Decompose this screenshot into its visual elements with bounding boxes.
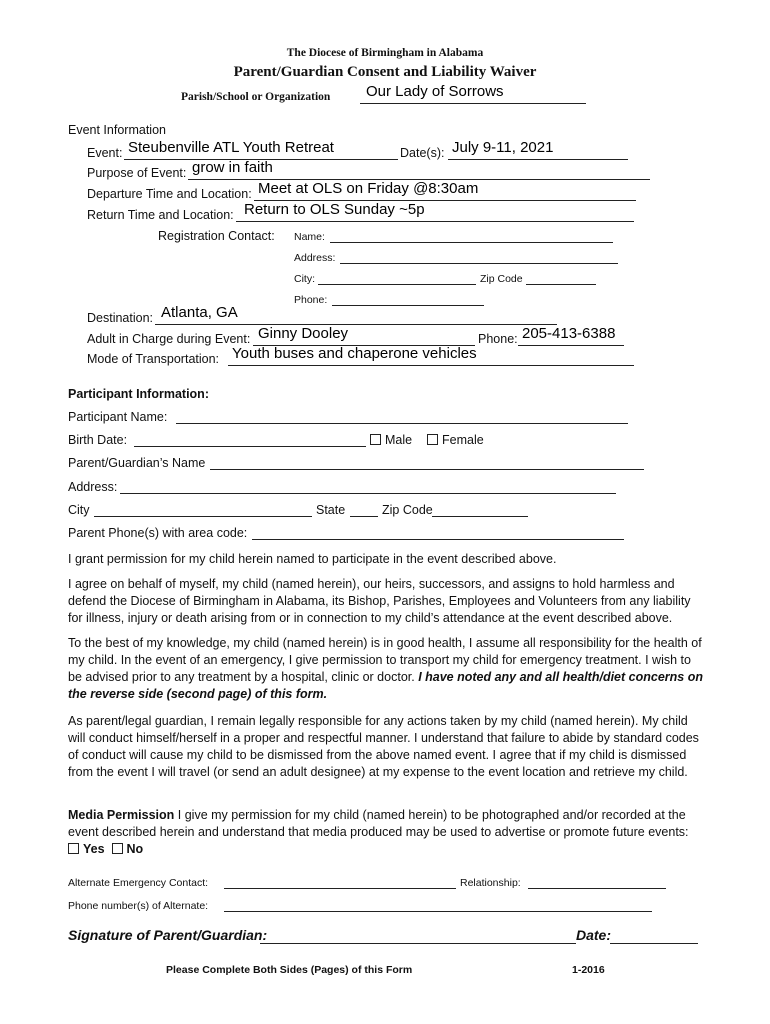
male-option[interactable] [370, 433, 412, 447]
relationship-line[interactable] [528, 888, 666, 889]
reg-contact-label: Registration Contact: [158, 229, 275, 243]
reg-address-line[interactable] [340, 263, 618, 264]
destination-line [155, 324, 557, 325]
return-line [236, 221, 634, 222]
purpose-label: Purpose of Event: [87, 166, 187, 180]
media-yes-checkbox[interactable] [68, 843, 79, 854]
reg-city-line[interactable] [318, 284, 476, 285]
dates-line [448, 159, 628, 160]
guardian-name-line[interactable] [210, 469, 644, 470]
departure-label: Departure Time and Location: [87, 187, 252, 201]
zip-label: Zip Code [382, 503, 433, 517]
alternate-phone-label: Phone number(s) of Alternate: [68, 900, 209, 912]
parish-label: Parish/School or Organization [181, 91, 331, 103]
media-no-label: No [126, 842, 144, 856]
reg-phone-label: Phone: [294, 294, 328, 306]
event-label: Event: [87, 146, 123, 160]
male-checkbox[interactable] [370, 434, 381, 445]
birth-date-line[interactable] [134, 446, 366, 447]
participant-section-title: Participant Information: [68, 387, 209, 401]
form-title: Parent/Guardian Consent and Liability Waiver [233, 64, 537, 80]
media-paragraph [68, 807, 708, 858]
alternate-phone-line[interactable] [224, 911, 652, 912]
city-line[interactable] [94, 516, 312, 517]
parish-field[interactable]: Our Lady of Sorrows [366, 83, 504, 100]
media-yes-option[interactable] [68, 842, 105, 856]
city-label: City [68, 503, 90, 517]
dates-field[interactable]: July 9-11, 2021 [452, 139, 554, 156]
adult-field[interactable]: Ginny Dooley [258, 325, 349, 342]
dates-label: Date(s): [400, 146, 445, 160]
reg-city-label: City: [294, 273, 315, 285]
conduct-paragraph: As parent/legal guardian, I remain legally responsible for any actions taken by my child (named herein). My child will conduct himself/herself in a proper and respectful manner. I understand that failure to abide by standard codes of conduct will cause my child to be dismissed from the above named event. I agree that if my child is dismissed from the event I will travel (or send an adult designee) at my expense to the event location and retrieve my child. [68, 714, 699, 779]
address-label: Address: [68, 480, 118, 494]
reg-zip-line[interactable] [526, 284, 596, 285]
state-line[interactable] [350, 516, 378, 517]
event-field[interactable]: Steubenville ATL Youth Retreat [128, 139, 334, 156]
health-text: To the best of my knowledge, my child (named herein) is in good health, I assume all responsibility for the health of my child. In the event of an emergency, I give permission to transport my child for emergency treatment. I wish to be advised prior to any treatment by a hospital, clinic or doctor. [68, 636, 702, 684]
reg-zip-label: Zip Code [480, 273, 523, 285]
alternate-contact-label: Alternate Emergency Contact: [68, 877, 209, 889]
media-no-option[interactable] [112, 842, 144, 856]
transport-field[interactable]: Youth buses and chaperone vehicles [232, 345, 477, 362]
reg-phone-line[interactable] [332, 305, 484, 306]
reg-address-label: Address: [294, 252, 336, 264]
destination-label: Destination: [87, 311, 154, 325]
parent-phone-line[interactable] [252, 539, 624, 540]
male-label: Male [385, 433, 413, 447]
destination-field[interactable]: Atlanta, GA [161, 304, 238, 321]
return-field[interactable]: Return to OLS Sunday ~5p [244, 201, 425, 218]
address-line[interactable] [120, 493, 616, 494]
return-label: Return Time and Location: [87, 208, 234, 222]
event-section-title: Event Information [68, 123, 166, 137]
form-version: 1-2016 [572, 964, 605, 976]
adult-label: Adult in Charge during Event: [87, 332, 251, 346]
media-text: I give my permission for my child (named herein) to be photographed and/or recorded at the event described herein and understand that media produced may be used to advertise or promote future events: [68, 808, 689, 839]
adult-phone-label: Phone: [478, 332, 518, 346]
reg-name-line[interactable] [330, 242, 613, 243]
permission-paragraph: I grant permission for my child herein named to participate in the event described above. [68, 552, 557, 566]
transport-line [228, 365, 634, 366]
parent-phone-label: Parent Phone(s) with area code: [68, 526, 248, 540]
health-notice: I have noted any and all health/diet concerns on the reverse side (second page) of this form. [68, 670, 703, 701]
transport-label: Mode of Transportation: [87, 352, 220, 366]
adult-phone-line [518, 345, 624, 346]
signature-line[interactable] [260, 943, 576, 944]
diocese-heading: The Diocese of Birmingham in Alabama [286, 47, 484, 59]
female-option[interactable] [427, 433, 484, 447]
purpose-field[interactable]: grow in faith [192, 159, 273, 176]
signature-label: Signature of Parent/Guardian: [68, 927, 268, 943]
alternate-contact-line[interactable] [224, 888, 456, 889]
media-heading: Media Permission [68, 808, 175, 822]
health-paragraph [68, 635, 708, 703]
state-label: State [316, 503, 346, 517]
zip-line[interactable] [432, 516, 528, 517]
reg-name-label: Name: [294, 231, 325, 243]
birth-date-label: Birth Date: [68, 433, 128, 447]
participant-name-label: Participant Name: [68, 410, 168, 424]
female-label: Female [442, 433, 484, 447]
relationship-label: Relationship: [460, 877, 521, 889]
adult-phone-field[interactable]: 205-413-6388 [522, 325, 616, 342]
media-yes-label: Yes [83, 842, 105, 856]
participant-name-line[interactable] [176, 423, 628, 424]
guardian-name-label: Parent/Guardian’s Name [68, 456, 206, 470]
parish-line [360, 103, 586, 104]
media-no-checkbox[interactable] [112, 843, 123, 854]
departure-field[interactable]: Meet at OLS on Friday @8:30am [258, 180, 479, 197]
hold-harmless-paragraph: I agree on behalf of myself, my child (named herein), our heirs, successors, and assigns to hold harmless and defend the Diocese of Birmingham in Alabama, its Bishop, Parishes, Employees and Volunteers from any liability for illness, injury or death arising from or in connection to my child’s attendance at the event described above. [68, 577, 691, 625]
date-label: Date: [576, 927, 612, 943]
date-line[interactable] [610, 943, 698, 944]
footer-note: Please Complete Both Sides (Pages) of this Form [166, 964, 413, 976]
female-checkbox[interactable] [427, 434, 438, 445]
